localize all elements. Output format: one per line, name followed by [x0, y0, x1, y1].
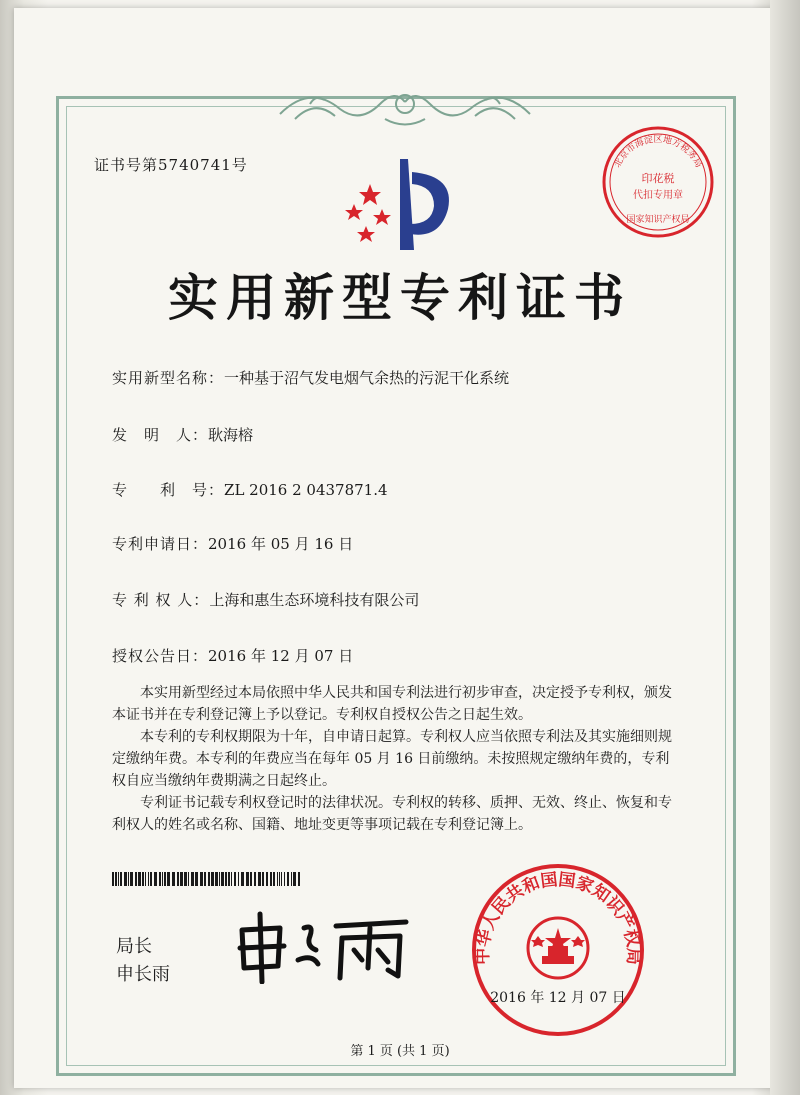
paragraph-term: 本专利的专利权期限为十年，自申请日起算。专利权人应当依照专利法及其实施细则规定缴纳年费。本专利的年费应当在每年 05 月 16 日前缴纳。未按照规定缴纳年费的，专利权自应当缴纳年费期满之日起终止。	[112, 729, 672, 789]
svg-text:代扣专用章: 代扣专用章	[633, 190, 683, 201]
field-label: 专 利 号：	[112, 481, 225, 499]
director-title: 局长	[116, 936, 152, 957]
director-name: 申长雨	[116, 964, 170, 985]
page-footer: 第 1 页 (共 1 页)	[350, 1044, 450, 1059]
page-edge	[770, 0, 800, 1095]
cnipa-logo-icon	[330, 154, 470, 254]
field-label: 实用新型名称：	[112, 369, 225, 387]
cnipa-official-seal-icon	[470, 862, 646, 1038]
page-title: 实用新型专利证书	[168, 268, 632, 327]
field-patentee	[112, 589, 419, 610]
seal-date: 2016 年 12 月 07 日	[490, 990, 626, 1006]
tax-stamp-icon	[598, 122, 718, 242]
field-value: ZL 2016 2 0437871.4	[224, 481, 388, 499]
field-value: 2016 年 12 月 07 日	[208, 647, 354, 665]
svg-text:印花税: 印花税	[641, 172, 675, 185]
field-value: 耿海榕	[208, 426, 254, 444]
field-value: 一种基于沼气发电烟气余热的污泥干化系统	[224, 369, 510, 387]
certificate-number: 证书号第5740741号	[94, 156, 248, 174]
field-value: 2016 年 05 月 16 日	[208, 535, 354, 553]
field-label: 专 利 权 人：	[112, 591, 210, 609]
top-ornament-icon	[270, 74, 540, 134]
field-label: 发 明 人：	[112, 426, 209, 444]
field-label: 专利申请日：	[112, 535, 209, 553]
field-label: 授权公告日：	[112, 647, 209, 665]
svg-text:国家知识产权局: 国家知识产权局	[626, 215, 690, 225]
field-utility-model-name	[112, 367, 509, 388]
field-inventor	[112, 424, 253, 445]
field-value: 上海和惠生态环境科技有限公司	[209, 591, 420, 609]
paragraph-grant: 本实用新型经过本局依照中华人民共和国专利法进行初步审查，决定授予专利权，颁发本证书并在专利登记簿上予以登记。专利权自授权公告之日起生效。	[112, 685, 672, 723]
director-signature-icon	[232, 908, 412, 984]
svg-text:北京市海淀区地方税务局: 北京市海淀区地方税务局	[612, 135, 704, 170]
field-patent-number	[112, 479, 388, 500]
barcode-icon	[112, 872, 304, 886]
paragraph-legal-status: 专利证书记载专利权登记时的法律状况。专利权的转移、质押、无效、终止、恢复和专利权人的姓名或名称、国籍、地址变更等事项记载在专利登记簿上。	[112, 795, 672, 833]
field-application-date	[112, 533, 353, 554]
seal-ring-text: 中华人民共和国国家知识产权局	[472, 869, 644, 965]
field-grant-date	[112, 645, 353, 666]
